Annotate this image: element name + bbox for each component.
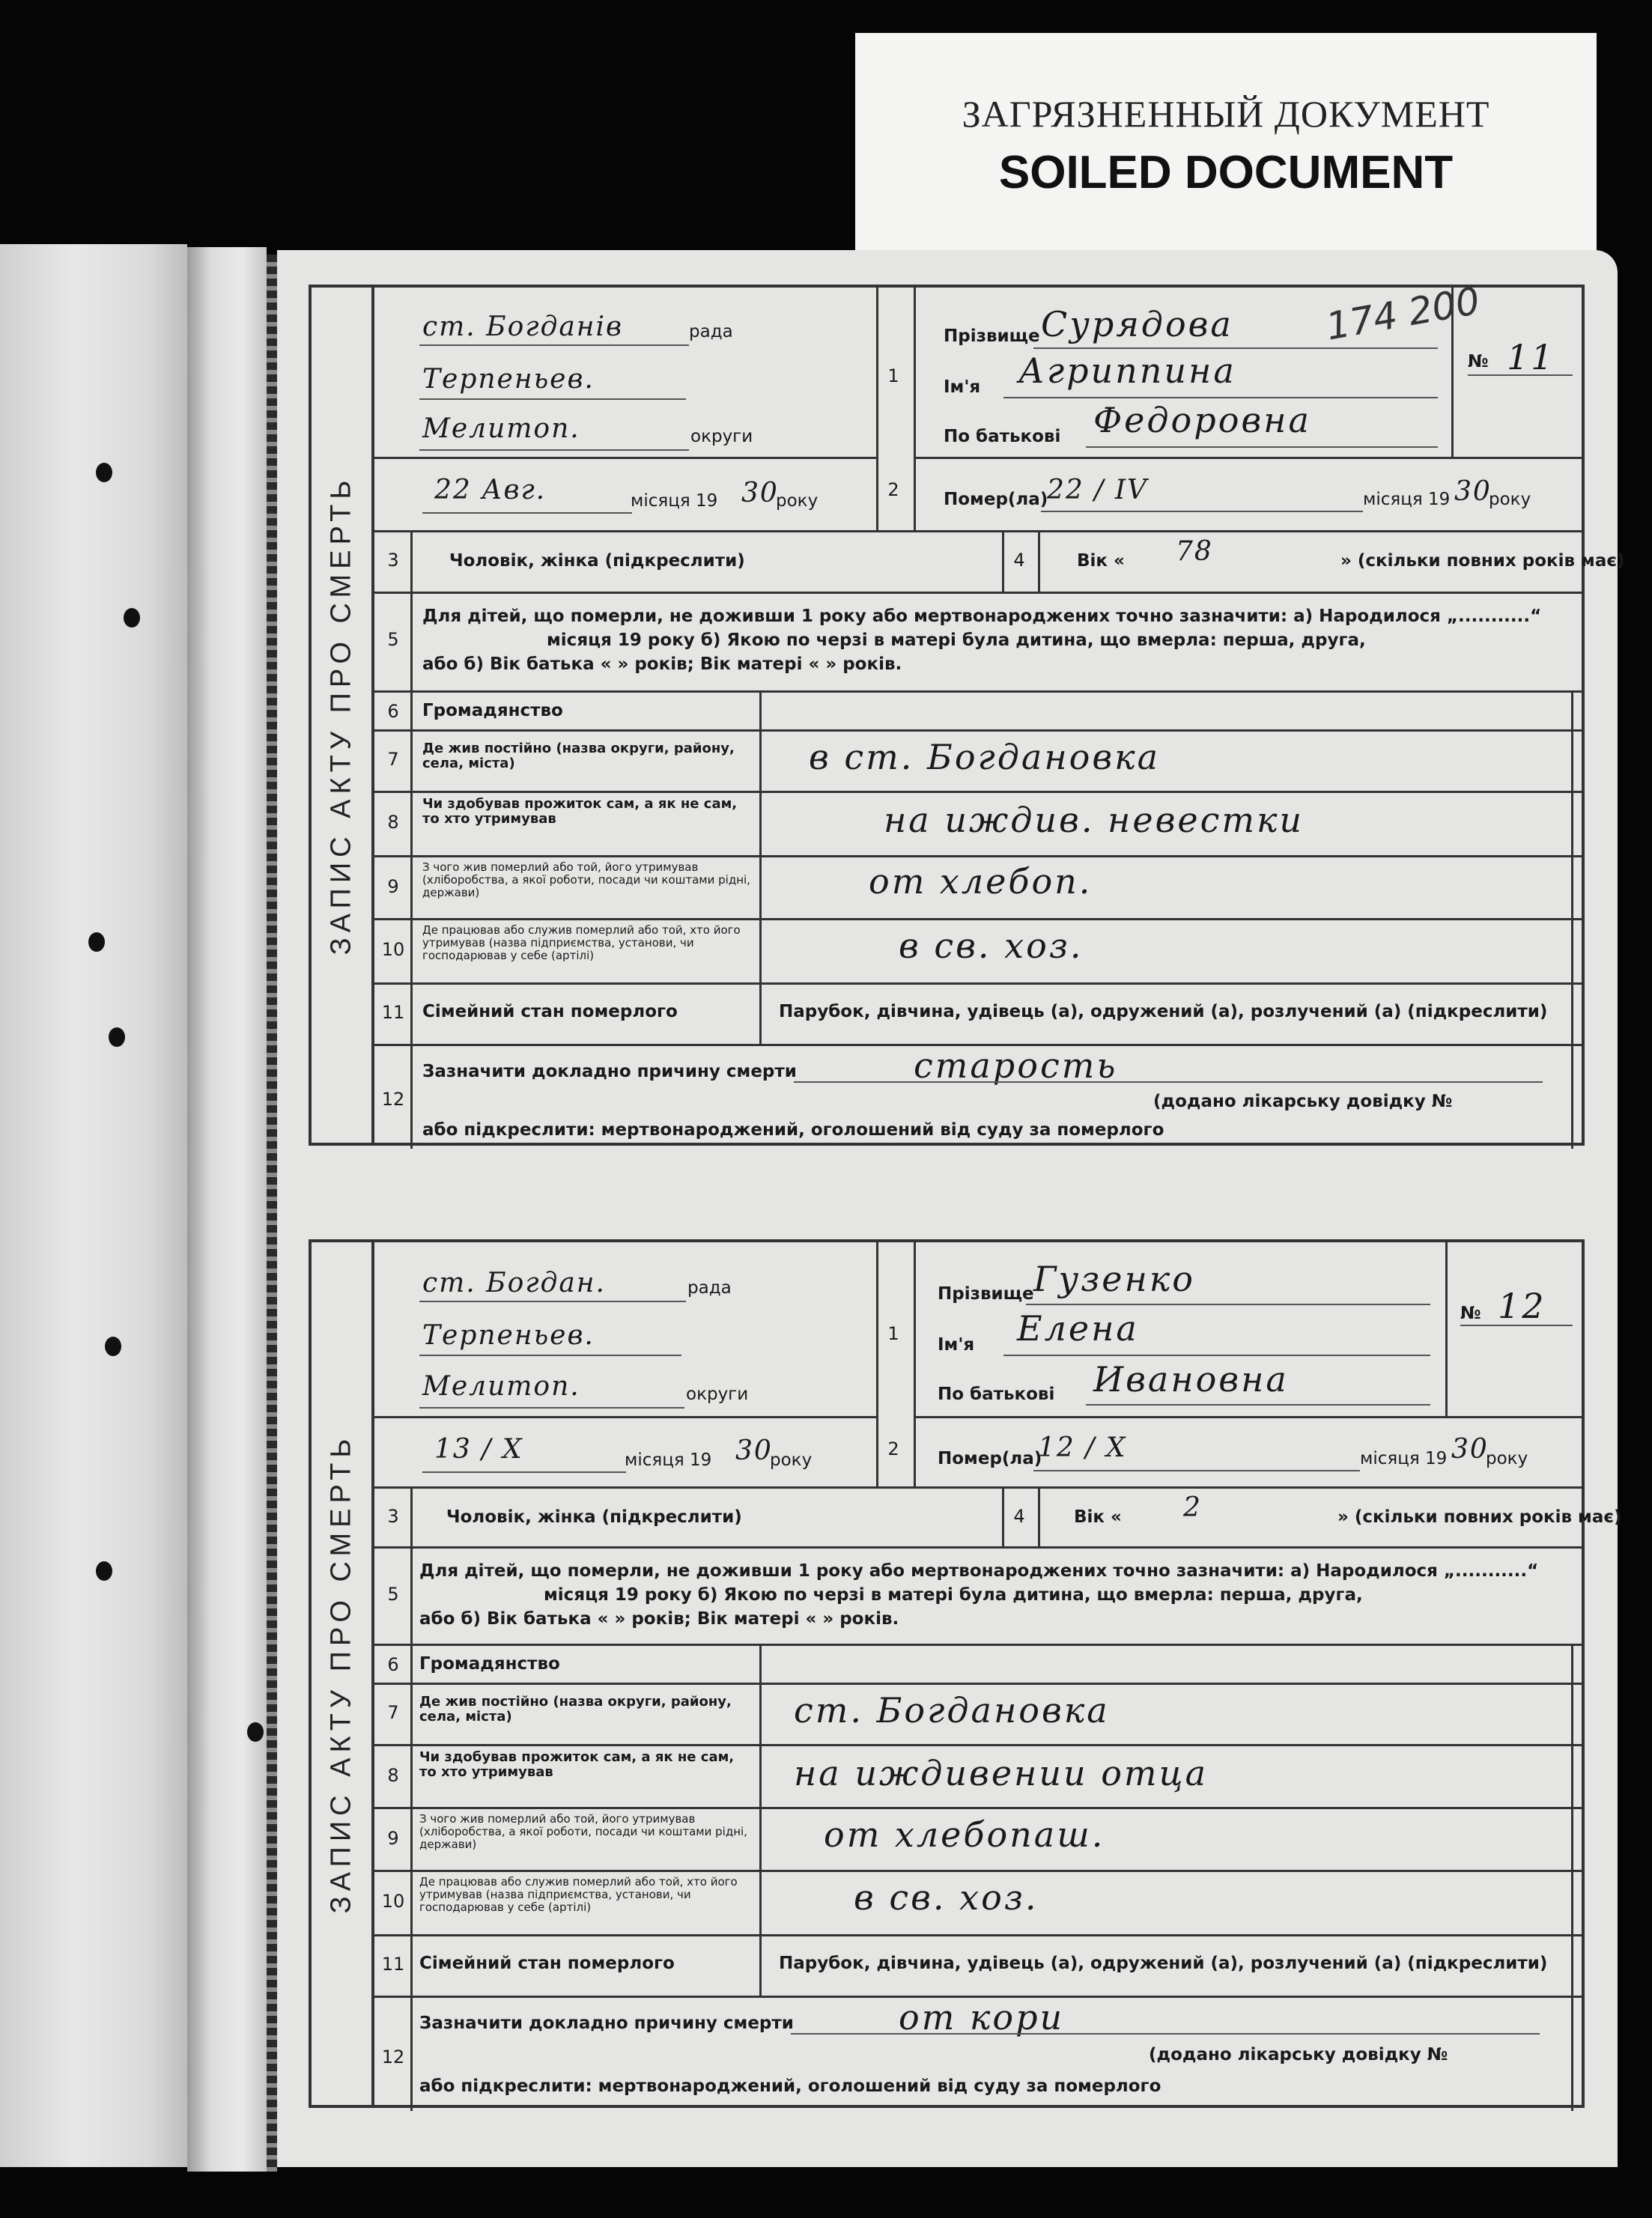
surname-label: Прізвище	[938, 1284, 1034, 1304]
side-title: ЗАПИС АКТУ ПРО СМЕРТЬ	[325, 475, 357, 955]
residence-label: Де жив постійно (назва округи, району, села, міста)	[422, 741, 735, 771]
patronymic-label: По батькові	[944, 427, 1061, 446]
soiled-document-stamp	[855, 33, 1597, 258]
registration-month-label: місяця 19	[631, 491, 718, 511]
age-tail-label: » (скільки повних років має)	[1337, 1507, 1622, 1527]
age-label: Вік «	[1077, 551, 1125, 571]
registration-date: 22 Авг.	[434, 475, 547, 505]
death-month-label: місяця 19	[1363, 490, 1451, 509]
workplace-label: Де працював або служив померлий або той, хто його утримував (назва підприємства, установи, чи господарював у себе (артілі)	[422, 923, 741, 962]
death-date: 22 / IV	[1047, 475, 1149, 505]
patronymic-label: По батькові	[938, 1385, 1055, 1404]
rada-label: рада	[687, 1278, 732, 1298]
binding-spine	[267, 255, 277, 2172]
name-label: Ім'я	[944, 377, 981, 397]
side-title-box	[309, 285, 374, 1146]
record-grid: ст. Богдан. рада Терпеньев. Мелитоп. округи 1 2 13 / Х місяця 19 30 року Прізвище Гузенко Ім'я Елена По батькові Ивановна № 12 Помер(ла) 12 / Х місяця 19 30 року 3 Чоловік, жінка (підкреслити) 4 Вік « 2 » (скільки повних років має) 5 Для дітей, що померли, не доживши 1 року або мертвонароджених точно зазначити: а) Народилося „...........“ місяця 19 року б) Якою по черзі в матері була дитина, що вмерла: перша, друга, або б) Вік батька « » років; Вік матері « » років. 6 Громадянство 7 Де жив постійно (назва округи, району, села, міста) ст. Богдановка 8 Чи здобував прожиток сам, а як не сам, то хто утримував на иждивении отца 9 З чого жив померлий або той, його утримував (хліборобства, а якої роботи, посади чи коштами рідні, держави) от хлебопаш. 10 Де працював або служив померлий або той, хто його утримував (назва підприємства, установи, чи господарював у себе (артілі) в св. хоз. 11 Сімейний стан померлого Парубок, дівчина, удівець (а), одружений (а), розлучений (а) (підкреслити) 12 Зазначити докладно причину смерти от кори (додано лікарську довідку № або підкреслити: мертвонароджений, оголошений від суду за померлого	[374, 1239, 1585, 2108]
name-value: Агриппина	[1018, 350, 1236, 391]
record-number: 11	[1507, 337, 1555, 377]
punch-hole	[96, 463, 112, 482]
children-line-2: місяця 19 року б) Якою по черзі в матері була дитина, що вмерла: перша, друга,	[544, 1585, 1363, 1605]
punch-hole	[88, 932, 105, 952]
record-grid: ст. Богданів рада Терпеньев. Мелитоп. округи 1 2 22 Авг. місяця 19 30 року Прізвище Сурядова Ім'я Агриппина По батькові Федоровна № 11 Помер(ла) 22 / IV місяця 19 30 року 3 Чоловік, жінка (підкреслити) 4 Вік « 78 » (скільки повних років має) 5 Для дітей, що померли, не доживши 1 року або мертвонароджених точно зазначити: а) Народилося „...........“ місяця 19 року б) Якою по черзі в матері була дитина, що вмерла: перша, друга, або б) Вік батька « » років; Вік матері « » років. 6 Громадянство 7 Де жив постійно (назва округи, району, села, міста) в ст. Богдановка 8 Чи здобував прожиток сам, а як не сам, то хто утримував на иждив. невестки 9 З чого жив померлий або той, його утримував (хліборобства, а якої роботи, посади чи коштами рідні, держави) от хлебоп. 10 Де працював або служив померлий або той, хто його утримував (назва підприємства, установи, чи господарював у себе (артілі) в св. хоз. 11 Сімейний стан померлого Парубок, дівчина, удівець (а), одружений (а), розлучений (а) (підкреслити) 12 Зазначити докладно причину смерти старость (додано лікарську довідку № або підкреслити: мертвонароджений, оголошений від суду за померлого	[374, 285, 1585, 1146]
citizenship-label: Громадянство	[419, 1654, 560, 1674]
death-record-2	[309, 1239, 1622, 2108]
death-year: 30	[1451, 1434, 1489, 1465]
punch-hole	[96, 1561, 112, 1581]
registration-year-label: року	[776, 491, 819, 511]
marital-label: Сімейний стан померлого	[422, 1002, 678, 1021]
punch-hole	[247, 1722, 264, 1742]
children-line-1: Для дітей, що померли, не доживши 1 року або мертвонароджених точно зазначити: а) Народилося „...........“	[422, 607, 1542, 626]
cause-tail-label: (додано лікарську довідку №	[1149, 2045, 1448, 2064]
name-value: Елена	[1017, 1308, 1139, 1349]
marital-options: Парубок, дівчина, удівець (а), одружений (а), розлучений (а) (підкреслити)	[779, 1002, 1548, 1021]
sex-label: Чоловік, жінка (підкреслити)	[449, 551, 745, 571]
livelihood-label: Чи здобував прожиток сам, а як не сам, то хто утримував	[419, 1749, 735, 1780]
stamp-english-text: SOILED DOCUMENT	[998, 146, 1454, 198]
okruga-label: округи	[686, 1385, 749, 1404]
registration-month-label: місяця 19	[625, 1450, 712, 1470]
livelihood-value: на иждивении отца	[794, 1753, 1209, 1793]
source-label: З чого жив померлий або той, його утримував (хліборобства, а якої роботи, посади чи коштами рідні, держави)	[422, 860, 750, 899]
age-label: Вік «	[1074, 1507, 1122, 1527]
residence-value: ст. Богдановка	[794, 1690, 1110, 1731]
source-value: от хлебопаш.	[824, 1814, 1105, 1855]
registration-year: 30	[741, 478, 779, 508]
workplace-value: в св. хоз.	[899, 926, 1084, 966]
death-record-1	[309, 285, 1625, 1146]
workplace-label: Де працював або служив померлий або той, хто його утримував (назва підприємства, установи, чи господарював у себе (артілі)	[419, 1875, 738, 1914]
side-title-box	[309, 1239, 374, 2108]
livelihood-label: Чи здобував прожиток сам, а як не сам, то хто утримував	[422, 796, 738, 827]
surname-value: Сурядова	[1041, 304, 1233, 344]
registration-date: 13 / Х	[434, 1434, 523, 1465]
source-value: от хлебоп.	[869, 861, 1093, 902]
rayon-value: Терпеньев.	[422, 364, 595, 395]
source-label: З чого жив померлий або той, його утримував (хліборобства, а якої роботи, посади чи коштами рідні, держави)	[419, 1812, 747, 1851]
stamp-russian-text: ЗАГРЯЗНЕННЫЙ ДОКУМЕНТ	[962, 92, 1490, 135]
pencil-annotation: 174 200	[1322, 279, 1484, 349]
children-line-3: або б) Вік батька « » років; Вік матері « » років.	[422, 654, 902, 674]
cause-label: Зазначити докладно причину смерти	[419, 2014, 794, 2033]
okruga-label: округи	[690, 427, 753, 446]
cause-alternative-label: або підкреслити: мертвонароджений, оголошений від суду за померлого	[422, 1120, 1164, 1140]
registration-year: 30	[735, 1435, 773, 1466]
rada-label: рада	[689, 322, 733, 341]
death-month-label: місяця 19	[1360, 1449, 1448, 1468]
okruga-value: Мелитоп.	[422, 1371, 580, 1402]
record-number-label: №	[1468, 352, 1489, 371]
death-date: 12 / Х	[1038, 1432, 1127, 1463]
record-number: 12	[1498, 1286, 1546, 1326]
registration-year-label: року	[770, 1450, 813, 1470]
binding-strip-middle	[187, 247, 267, 2172]
cause-tail-label: (додано лікарську довідку №	[1153, 1092, 1453, 1111]
record-number-label: №	[1460, 1304, 1481, 1323]
age-value: 2	[1183, 1492, 1202, 1523]
died-label: Помер(ла)	[938, 1449, 1042, 1468]
okruga-value: Мелитоп.	[422, 413, 580, 444]
residence-label: Де жив постійно (назва округи, району, села, міста)	[419, 1694, 732, 1725]
marital-label: Сімейний стан померлого	[419, 1954, 675, 1973]
marital-options: Парубок, дівчина, удівець (а), одружений (а), розлучений (а) (підкреслити)	[779, 1954, 1548, 1973]
patronymic-value: Ивановна	[1093, 1359, 1289, 1400]
punch-hole	[109, 1027, 125, 1047]
cause-alternative-label: або підкреслити: мертвонароджений, оголошений від суду за померлого	[419, 2076, 1161, 2096]
cause-label: Зазначити докладно причину смерти	[422, 1062, 797, 1081]
death-year-label: року	[1486, 1449, 1528, 1468]
children-line-2: місяця 19 року б) Якою по черзі в матері була дитина, що вмерла: перша, друга,	[547, 631, 1366, 650]
workplace-value: в св. хоз.	[854, 1877, 1039, 1918]
surname-value: Гузенко	[1033, 1259, 1195, 1299]
livelihood-value: на иждив. невестки	[884, 800, 1305, 840]
name-label: Ім'я	[938, 1335, 975, 1355]
age-tail-label: » (скільки повних років має)	[1340, 551, 1625, 571]
age-value: 78	[1176, 536, 1213, 567]
children-line-3: або б) Вік батька « » років; Вік матері « » років.	[419, 1609, 899, 1629]
side-title: ЗАПИС АКТУ ПРО СМЕРТЬ	[325, 1433, 357, 1914]
patronymic-value: Федоровна	[1093, 400, 1311, 440]
cause-value: старость	[914, 1045, 1118, 1086]
binding-strip-left	[0, 244, 187, 2167]
children-line-1: Для дітей, що померли, не доживши 1 року або мертвонароджених точно зазначити: а) Народилося „...........“	[419, 1561, 1539, 1581]
punch-hole	[124, 608, 140, 628]
rada-value: ст. Богданів	[422, 312, 623, 342]
residence-value: в ст. Богдановка	[809, 737, 1161, 777]
cause-value: от кори	[899, 1997, 1065, 2038]
died-label: Помер(ла)	[944, 490, 1048, 509]
citizenship-label: Громадянство	[422, 701, 563, 720]
death-year: 30	[1454, 476, 1492, 507]
punch-hole	[105, 1337, 121, 1356]
death-year-label: року	[1489, 490, 1531, 509]
rada-value: ст. Богдан.	[422, 1268, 606, 1298]
rayon-value: Терпеньев.	[422, 1320, 595, 1351]
sex-label: Чоловік, жінка (підкреслити)	[446, 1507, 742, 1527]
surname-label: Прізвище	[944, 326, 1040, 346]
